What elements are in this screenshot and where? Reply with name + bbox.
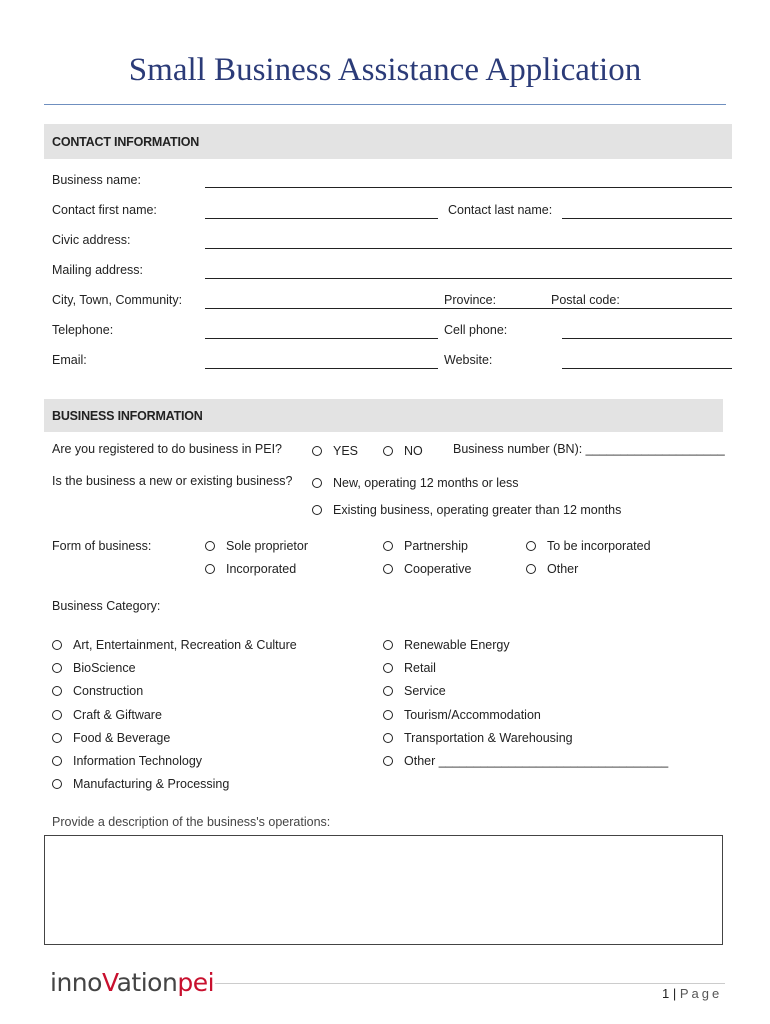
category-label: Renewable Energy [404,638,510,652]
telephone-label: Telephone: [52,323,114,337]
no-label: NO [404,444,423,458]
new-business-label: New, operating 12 months or less [333,476,519,490]
radio-icon[interactable] [383,640,393,650]
radio-icon[interactable] [383,446,393,456]
contact-section-title: CONTACT INFORMATION [52,135,200,149]
radio-icon[interactable] [383,733,393,743]
radio-icon[interactable] [52,663,62,673]
new-existing-question: Is the business a new or existing business? [52,474,293,488]
category-label: Other _________________________________ [404,754,669,768]
radio-icon[interactable] [383,541,393,551]
yes-label: YES [333,444,359,458]
form-option-label: Sole proprietor [226,539,308,553]
existing-business-label: Existing business, operating greater than 12 months [333,503,622,517]
category-label: Manufacturing & Processing [73,777,230,791]
business-name-field[interactable] [205,187,732,188]
category-option[interactable] [52,638,297,652]
category-label: Tourism/Accommodation [404,708,541,722]
category-option[interactable] [383,708,541,722]
category-option[interactable] [52,684,143,698]
category-label: Construction [73,684,144,698]
form-title: Small Business Assistance Application [128,52,642,88]
category-option[interactable] [52,777,229,791]
form-option-label: Cooperative [404,562,472,576]
province-label: Province: [444,293,497,307]
category-option[interactable] [52,661,136,675]
radio-icon[interactable] [526,564,536,574]
business-number-field[interactable]: Business number (BN): ____________________ [453,442,725,456]
form-option-label: To be incorporated [547,539,651,553]
radio-icon[interactable] [205,564,215,574]
category-label: Transportation & Warehousing [404,731,573,745]
registered-no-option[interactable] [383,444,423,458]
form-option-other[interactable] [526,562,578,576]
category-label: Information Technology [73,754,203,768]
radio-icon[interactable] [312,446,322,456]
contact-last-name-label: Contact last name: [448,203,553,217]
page-indicator [662,986,722,1001]
city-label: City, Town, Community: [52,293,183,307]
footer-divider [215,983,725,984]
radio-icon[interactable] [52,640,62,650]
radio-icon[interactable] [205,541,215,551]
registered-yes-option[interactable] [312,444,358,458]
category-label: Service [404,684,446,698]
radio-icon[interactable] [383,564,393,574]
page-separator: | [672,986,677,1001]
form-of-business-label: Form of business: [52,539,152,553]
website-label: Website: [444,353,493,367]
radio-icon[interactable] [52,686,62,696]
radio-icon[interactable] [52,733,62,743]
civic-address-label: Civic address: [52,233,131,247]
category-option[interactable] [52,731,170,745]
radio-icon[interactable] [383,686,393,696]
contact-last-name-field[interactable] [562,218,732,219]
new-business-option[interactable] [312,476,519,490]
mailing-address-field[interactable] [205,278,732,279]
form-option-cooperative[interactable] [383,562,471,576]
category-option[interactable] [52,708,162,722]
mailing-address-label: Mailing address: [52,263,144,277]
category-option[interactable] [383,638,510,652]
contact-first-name-label: Contact first name: [52,203,157,217]
email-label: Email: [52,353,87,367]
radio-icon[interactable] [383,710,393,720]
radio-icon[interactable] [52,756,62,766]
email-field[interactable] [205,368,438,369]
radio-icon[interactable] [383,663,393,673]
form-option-label: Partnership [404,539,468,553]
form-option-sole-proprietor[interactable] [205,539,308,553]
category-label: Craft & Giftware [73,708,162,722]
telephone-field[interactable] [205,338,438,339]
page-word: Page [679,986,723,1001]
logo-accent: pei [177,968,215,997]
form-option-incorporated[interactable] [205,562,296,576]
city-field[interactable] [205,308,732,309]
description-label: Provide a description of the business's operations: [52,815,331,829]
business-name-label: Business name: [52,173,141,187]
category-option-other[interactable] [383,754,668,768]
radio-icon[interactable] [52,779,62,789]
website-field[interactable] [562,368,732,369]
category-label: Food & Beverage [73,731,171,745]
form-option-label: Incorporated [226,562,297,576]
form-option-label: Other [547,562,579,576]
category-label: Art, Entertainment, Recreation & Culture [73,638,297,652]
radio-icon[interactable] [383,756,393,766]
business-category-label: Business Category: [52,599,161,613]
form-option-to-be-incorporated[interactable] [526,539,651,553]
existing-business-option[interactable] [312,503,621,517]
innovationpei-logo [50,968,214,997]
title-divider [44,104,726,105]
page-number: 1 [662,986,670,1001]
form-option-partnership[interactable] [383,539,468,553]
category-label: BioScience [73,661,136,675]
postal-code-label: Postal code: [551,293,620,307]
logo-text: ation [116,968,178,997]
category-label: Retail [404,661,436,675]
cell-phone-field[interactable] [562,338,732,339]
radio-icon[interactable] [526,541,536,551]
business-section-title: BUSINESS INFORMATION [52,409,203,423]
registered-question: Are you registered to do business in PEI? [52,442,282,456]
radio-icon[interactable] [312,505,322,515]
cell-phone-label: Cell phone: [444,323,508,337]
category-option[interactable] [52,754,202,768]
category-option[interactable] [383,731,573,745]
radio-icon[interactable] [52,710,62,720]
logo-accent: V [101,968,117,997]
description-textarea[interactable] [44,835,723,945]
category-option[interactable] [383,661,436,675]
civic-address-field[interactable] [205,248,732,249]
contact-first-name-field[interactable] [205,218,438,219]
logo-text: inno [50,968,102,997]
radio-icon[interactable] [312,478,322,488]
category-option[interactable] [383,684,446,698]
